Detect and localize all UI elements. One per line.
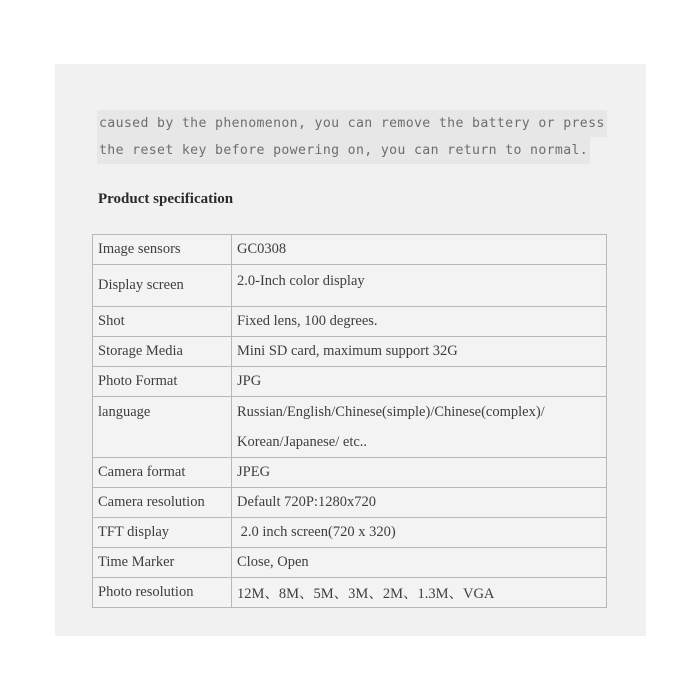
spec-value: Mini SD card, maximum support 32G: [232, 337, 607, 367]
section-heading: Product specification: [98, 191, 234, 207]
spec-label: [93, 397, 232, 458]
spec-label: Camera resolution: [93, 488, 232, 518]
spec-value: 2.0 inch screen(720 x 320): [232, 518, 607, 548]
spec-value-line-2: Korean/Japanese/ etc..: [237, 434, 368, 450]
spec-label: Shot: [93, 307, 232, 337]
manual-page: [55, 64, 646, 636]
intro-line-2: the reset key before powering on, you can return to normal.: [97, 137, 590, 164]
spec-value: GC0308: [232, 235, 607, 265]
spec-value: [232, 397, 607, 458]
table-row: [93, 518, 607, 548]
table-row: [93, 488, 607, 518]
spec-label: Image sensors: [93, 235, 232, 265]
spec-value: 12M、8M、5M、3M、2M、1.3M、VGA: [232, 578, 607, 608]
spec-label: Storage Media: [93, 337, 232, 367]
table-row: [93, 235, 607, 265]
spec-label: TFT display: [93, 518, 232, 548]
spec-value: Default 720P:1280x720: [232, 488, 607, 518]
intro-line-1: caused by the phenomenon, you can remove the battery or press: [97, 110, 607, 137]
spec-value-text: 2.0-Inch color display: [237, 273, 365, 289]
spec-value-line-1: Russian/English/Chinese(simple)/Chinese(complex)/: [237, 404, 545, 420]
table-row: [93, 337, 607, 367]
spec-value: Close, Open: [232, 548, 607, 578]
spec-label: Photo Format: [93, 367, 232, 397]
spec-value: Fixed lens, 100 degrees.: [232, 307, 607, 337]
spec-label: Display screen: [93, 265, 232, 307]
table-row: [93, 307, 607, 337]
spec-label: Photo resolution: [93, 578, 232, 608]
table-row: [93, 578, 607, 608]
table-row: [93, 548, 607, 578]
spec-value: JPG: [232, 367, 607, 397]
spec-label: Camera format: [93, 458, 232, 488]
table-row: [93, 265, 607, 307]
table-row: [93, 458, 607, 488]
intro-paragraph: [97, 110, 617, 164]
table-row: [93, 367, 607, 397]
spec-value: JPEG: [232, 458, 607, 488]
spec-label-text: language: [98, 404, 151, 420]
spec-table: [92, 234, 607, 608]
spec-label: Time Marker: [93, 548, 232, 578]
spec-value: [232, 265, 607, 307]
table-row: [93, 397, 607, 458]
